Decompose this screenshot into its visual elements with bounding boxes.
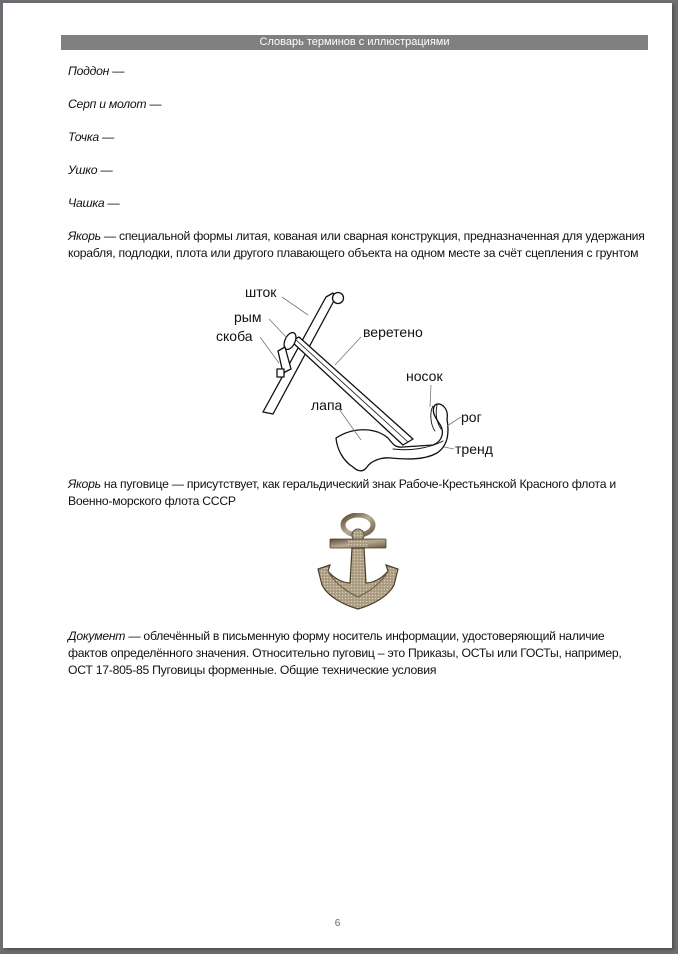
label-shank: веретено: [363, 324, 423, 340]
document-page: [3, 3, 672, 948]
label-stock: шток: [245, 284, 277, 300]
label-fluke: лапа: [311, 397, 343, 413]
section-header-bar: [61, 35, 648, 50]
page-number-text: 6: [334, 918, 341, 929]
term-dash: —: [104, 196, 120, 210]
label-bill: носок: [406, 368, 443, 384]
term-name: Ушко: [68, 163, 98, 177]
term-entry: [68, 63, 646, 96]
label-shackle: скоба: [216, 328, 253, 344]
term-name: Якорь: [68, 229, 101, 243]
term-dash: —: [146, 97, 162, 111]
definition-text: на пуговице — присутствует, как геральдический знак Рабоче-Крестьянской Красного флота и Военно-морского флота СССР: [68, 477, 616, 508]
page-number: [3, 918, 672, 929]
button-anchor-paragraph: [68, 476, 646, 510]
term-name: Точка: [68, 130, 99, 144]
term-name: Серп и молот: [68, 97, 147, 111]
term-entry: [68, 129, 646, 162]
anchor-emblem-icon: [308, 513, 408, 613]
term-entry: [68, 162, 646, 195]
term-name: Чашка: [68, 196, 105, 210]
anchor-definition: [68, 228, 646, 262]
term-name: Документ: [68, 629, 126, 643]
button-anchor-image: [308, 513, 408, 613]
term-entry: [68, 195, 646, 228]
document-definition: [68, 628, 646, 679]
definition-text: — облечённый в письменную форму носитель информации, удостоверяющий наличие фактов определённого значения. Относительно пуговиц – это Приказы, ОСТы или ГОСТы, например, ОСТ 17-805-85 Пуговицы форменные. Общие технические условия: [68, 629, 622, 677]
term-dash: —: [109, 64, 125, 78]
section-title: Словарь терминов с иллюстрациями: [259, 36, 450, 48]
term-dash: —: [97, 163, 113, 177]
term-dash: —: [98, 130, 114, 144]
term-entry: [68, 96, 646, 129]
label-horn: рог: [461, 409, 482, 425]
label-crown: тренд: [455, 441, 493, 457]
label-ring: рым: [234, 309, 262, 325]
definition-text: — специальной формы литая, кованая или сварная конструкция, предназначенная для удержания корабля, подлодки, плота или другого плавающего объекта на одном месте за счёт сцепления с грунтом: [68, 229, 645, 260]
term-name: Якорь: [68, 477, 101, 491]
anchor-parts-diagram: [203, 281, 523, 476]
term-name: Поддон: [68, 64, 110, 78]
